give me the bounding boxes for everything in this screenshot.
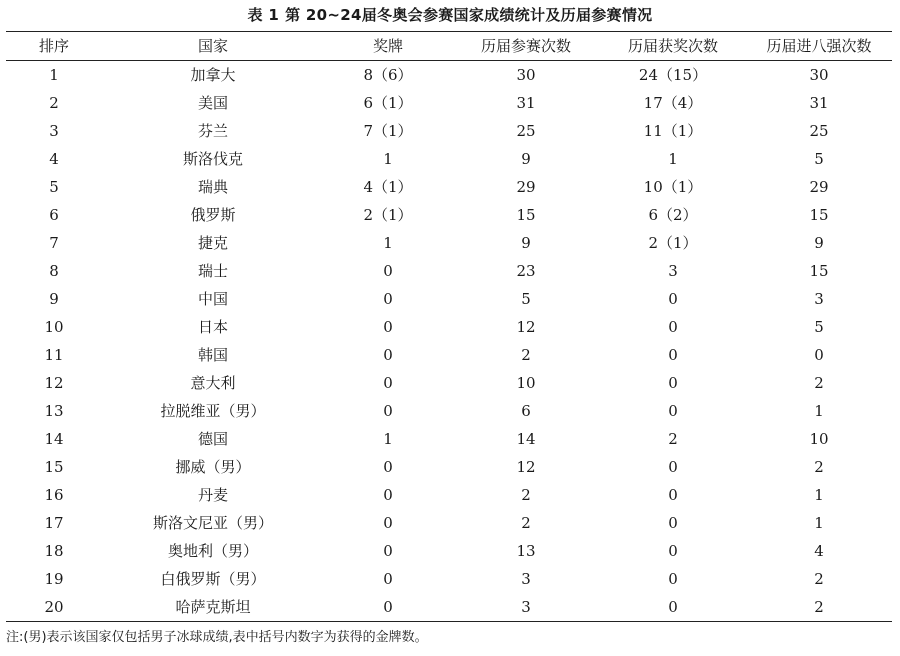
cell-top-eight-times: 1 bbox=[814, 514, 824, 532]
cell-country: 白俄罗斯（男） bbox=[160, 570, 266, 588]
cell-award-times: 0 bbox=[668, 486, 678, 504]
cell-rank: 9 bbox=[49, 290, 59, 308]
cell-rank: 17 bbox=[44, 514, 64, 532]
cell-participations: 30 bbox=[516, 66, 536, 84]
table-row bbox=[6, 397, 892, 425]
cell-medals: 0 bbox=[383, 290, 393, 308]
cell-medals: 7（1） bbox=[363, 122, 413, 140]
cell-top-eight-times: 15 bbox=[809, 262, 829, 280]
cell-medals: 1 bbox=[383, 430, 393, 448]
cell-medals: 6（1） bbox=[363, 94, 413, 112]
header-top-eight-times: 历届进八强次数 bbox=[746, 32, 892, 61]
cell-award-times: 24（15） bbox=[638, 66, 708, 84]
cell-top-eight-times: 2 bbox=[814, 598, 824, 616]
cell-top-eight-times: 2 bbox=[814, 374, 824, 392]
cell-top-eight-times: 5 bbox=[814, 150, 824, 168]
cell-rank: 6 bbox=[49, 206, 59, 224]
cell-participations: 2 bbox=[521, 486, 531, 504]
cell-country: 美国 bbox=[197, 94, 228, 112]
cell-rank: 2 bbox=[49, 94, 59, 112]
cell-top-eight-times: 3 bbox=[814, 290, 824, 308]
table-row bbox=[6, 61, 892, 90]
cell-medals: 0 bbox=[383, 458, 393, 476]
table-header bbox=[6, 32, 892, 61]
table-row bbox=[6, 537, 892, 565]
cell-award-times: 6（2） bbox=[648, 206, 698, 224]
cell-medals: 0 bbox=[383, 570, 393, 588]
cell-medals: 0 bbox=[383, 346, 393, 364]
cell-top-eight-times: 0 bbox=[814, 346, 824, 364]
table-number: 表 1 bbox=[247, 6, 280, 24]
cell-participations: 31 bbox=[516, 94, 536, 112]
cell-medals: 0 bbox=[383, 262, 393, 280]
cell-award-times: 2 bbox=[668, 430, 678, 448]
header-participations: 历届参赛次数 bbox=[452, 32, 600, 61]
cell-participations: 25 bbox=[516, 122, 536, 140]
cell-top-eight-times: 25 bbox=[809, 122, 829, 140]
table-row bbox=[6, 425, 892, 453]
cell-country: 俄罗斯 bbox=[190, 206, 236, 224]
cell-top-eight-times: 10 bbox=[809, 430, 829, 448]
table-row bbox=[6, 453, 892, 481]
cell-country: 瑞士 bbox=[197, 262, 228, 280]
cell-medals: 0 bbox=[383, 542, 393, 560]
cell-country: 意大利 bbox=[190, 374, 236, 392]
cell-top-eight-times: 30 bbox=[809, 66, 829, 84]
cell-award-times: 0 bbox=[668, 542, 678, 560]
cell-medals: 0 bbox=[383, 374, 393, 392]
cell-country: 捷克 bbox=[197, 234, 228, 252]
cell-rank: 8 bbox=[49, 262, 59, 280]
cell-award-times: 17（4） bbox=[643, 94, 703, 112]
cell-participations: 6 bbox=[521, 402, 531, 420]
table-row bbox=[6, 509, 892, 537]
stats-table-container bbox=[6, 31, 892, 622]
cell-participations: 15 bbox=[516, 206, 536, 224]
cell-rank: 7 bbox=[49, 234, 59, 252]
cell-country: 中国 bbox=[197, 290, 228, 308]
cell-award-times: 0 bbox=[668, 458, 678, 476]
cell-rank: 11 bbox=[44, 346, 64, 364]
table-row bbox=[6, 117, 892, 145]
table-title: 第 20~24届冬奥会参赛国家成绩统计及历届参赛情况 bbox=[285, 6, 653, 24]
cell-medals: 0 bbox=[383, 318, 393, 336]
cell-award-times: 11（1） bbox=[643, 122, 703, 140]
cell-country: 韩国 bbox=[197, 346, 228, 364]
cell-rank: 16 bbox=[44, 486, 64, 504]
cell-top-eight-times: 1 bbox=[814, 486, 824, 504]
cell-award-times: 0 bbox=[668, 570, 678, 588]
cell-top-eight-times: 2 bbox=[814, 458, 824, 476]
table-row bbox=[6, 201, 892, 229]
table-row bbox=[6, 313, 892, 341]
cell-rank: 18 bbox=[44, 542, 64, 560]
cell-top-eight-times: 2 bbox=[814, 570, 824, 588]
cell-award-times: 0 bbox=[668, 346, 678, 364]
cell-country: 日本 bbox=[197, 318, 228, 336]
cell-rank: 12 bbox=[44, 374, 64, 392]
cell-rank: 19 bbox=[44, 570, 64, 588]
table-row bbox=[6, 89, 892, 117]
table-row bbox=[6, 257, 892, 285]
cell-participations: 12 bbox=[516, 458, 536, 476]
cell-medals: 0 bbox=[383, 402, 393, 420]
cell-award-times: 3 bbox=[668, 262, 678, 280]
cell-rank: 5 bbox=[49, 178, 59, 196]
cell-participations: 5 bbox=[521, 290, 531, 308]
cell-award-times: 0 bbox=[668, 598, 678, 616]
cell-country: 加拿大 bbox=[190, 66, 236, 84]
table-note: 注:(男)表示该国家仅包括男子冰球成绩,表中括号内数字为获得的金牌数。 bbox=[6, 630, 428, 645]
cell-rank: 1 bbox=[49, 66, 59, 84]
cell-award-times: 0 bbox=[668, 290, 678, 308]
table-row bbox=[6, 341, 892, 369]
table-row bbox=[6, 285, 892, 313]
cell-participations: 12 bbox=[516, 318, 536, 336]
cell-participations: 14 bbox=[516, 430, 536, 448]
cell-participations: 3 bbox=[521, 570, 531, 588]
table-caption bbox=[0, 4, 900, 26]
cell-participations: 23 bbox=[516, 262, 536, 280]
cell-top-eight-times: 9 bbox=[814, 234, 824, 252]
stats-table bbox=[6, 32, 892, 621]
cell-award-times: 2（1） bbox=[648, 234, 698, 252]
cell-country: 斯洛伐克 bbox=[182, 150, 243, 168]
cell-top-eight-times: 15 bbox=[809, 206, 829, 224]
cell-medals: 4（1） bbox=[363, 178, 413, 196]
cell-top-eight-times: 1 bbox=[814, 402, 824, 420]
cell-participations: 9 bbox=[521, 150, 531, 168]
cell-award-times: 0 bbox=[668, 514, 678, 532]
cell-award-times: 0 bbox=[668, 318, 678, 336]
cell-country: 德国 bbox=[197, 430, 228, 448]
cell-award-times: 10（1） bbox=[643, 178, 703, 196]
header-row bbox=[6, 32, 892, 61]
cell-country: 拉脱维亚（男） bbox=[160, 402, 266, 420]
cell-rank: 15 bbox=[44, 458, 64, 476]
cell-country: 哈萨克斯坦 bbox=[175, 598, 251, 616]
cell-participations: 9 bbox=[521, 234, 531, 252]
cell-medals: 8（6） bbox=[363, 66, 413, 84]
table-row bbox=[6, 481, 892, 509]
cell-participations: 29 bbox=[516, 178, 536, 196]
cell-country: 芬兰 bbox=[197, 122, 228, 140]
cell-country: 丹麦 bbox=[197, 486, 228, 504]
cell-participations: 2 bbox=[521, 346, 531, 364]
cell-rank: 3 bbox=[49, 122, 59, 140]
cell-top-eight-times: 29 bbox=[809, 178, 829, 196]
cell-rank: 10 bbox=[44, 318, 64, 336]
cell-medals: 1 bbox=[383, 150, 393, 168]
table-row bbox=[6, 565, 892, 593]
header-award-times: 历届获奖次数 bbox=[600, 32, 746, 61]
table-row bbox=[6, 369, 892, 397]
cell-award-times: 0 bbox=[668, 374, 678, 392]
cell-top-eight-times: 4 bbox=[814, 542, 824, 560]
cell-participations: 3 bbox=[521, 598, 531, 616]
cell-country: 瑞典 bbox=[197, 178, 228, 196]
header-country: 国家 bbox=[102, 32, 324, 61]
cell-medals: 0 bbox=[383, 598, 393, 616]
table-row bbox=[6, 229, 892, 257]
cell-country: 挪威（男） bbox=[175, 458, 251, 476]
cell-medals: 0 bbox=[383, 514, 393, 532]
header-medals: 奖牌 bbox=[324, 32, 452, 61]
cell-country: 斯洛文尼亚（男） bbox=[152, 514, 273, 532]
cell-participations: 13 bbox=[516, 542, 536, 560]
table-row bbox=[6, 145, 892, 173]
table-row bbox=[6, 593, 892, 621]
cell-participations: 2 bbox=[521, 514, 531, 532]
cell-rank: 13 bbox=[44, 402, 64, 420]
cell-top-eight-times: 31 bbox=[809, 94, 829, 112]
cell-award-times: 0 bbox=[668, 402, 678, 420]
cell-medals: 1 bbox=[383, 234, 393, 252]
cell-award-times: 1 bbox=[668, 150, 678, 168]
header-rank: 排序 bbox=[6, 32, 102, 61]
table-row bbox=[6, 173, 892, 201]
cell-rank: 4 bbox=[49, 150, 59, 168]
table-body bbox=[6, 61, 892, 622]
cell-country: 奥地利（男） bbox=[167, 542, 258, 560]
cell-participations: 10 bbox=[516, 374, 536, 392]
cell-top-eight-times: 5 bbox=[814, 318, 824, 336]
cell-medals: 2（1） bbox=[363, 206, 413, 224]
cell-rank: 14 bbox=[44, 430, 64, 448]
cell-medals: 0 bbox=[383, 486, 393, 504]
cell-rank: 20 bbox=[44, 598, 64, 616]
